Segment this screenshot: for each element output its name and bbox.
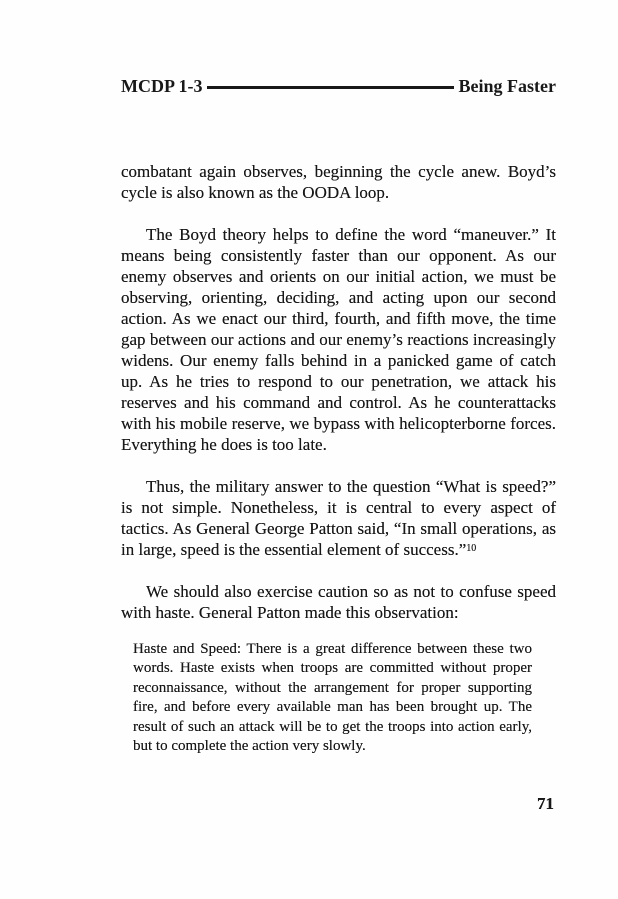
paragraph-continuation: combatant again observes, beginning the cycle anew. Boyd’s cycle is also known as the OODA loop. <box>121 162 556 202</box>
paragraph-text: Thus, the military answer to the question “What is speed?” is not simple. Nonetheless, it is central to every aspect of tactics. As General George Patton said, “In small operations, as in large, speed is the essential element of success.” <box>121 477 556 559</box>
header-rule <box>207 86 453 89</box>
page-header <box>121 75 556 97</box>
page-number: 71 <box>537 794 554 813</box>
block-quote-patton: Haste and Speed: There is a great difference between these two words. Haste exists when troops are committed without proper reconnaissance, without the arrangement for proper supporting fire, and before every available man has been brought up. The result of such an attack will be to get the troops into action early, but to complete the action very slowly. <box>133 641 532 755</box>
publication-id: MCDP 1-3 <box>121 76 203 96</box>
chapter-title: Being Faster <box>458 76 556 96</box>
footnote-reference: 10 <box>466 542 477 554</box>
page-body <box>121 161 556 756</box>
paragraph-boyd-theory: The Boyd theory helps to define the word “maneuver.” It means being consistently faster than our opponent. As our enemy observes and orients on our initial action, we must be observing, orienting, deciding, and acting upon our second action. As we enact our third, fourth, and fifth move, the time gap between our actions and our enemy’s reactions increasingly widens. Our enemy falls behind in a panicked game of catch up. As he tries to respond to our penetration, we attack his reserves and his command and control. As he counterattacks with his mobile reserve, we bypass with helicopterborne forces. Everything he does is too late. <box>121 225 556 454</box>
paragraph-caution: We should also exercise caution so as not to confuse speed with haste. General Patton made this observation: <box>121 582 556 622</box>
paragraph-speed-definition <box>121 476 556 560</box>
